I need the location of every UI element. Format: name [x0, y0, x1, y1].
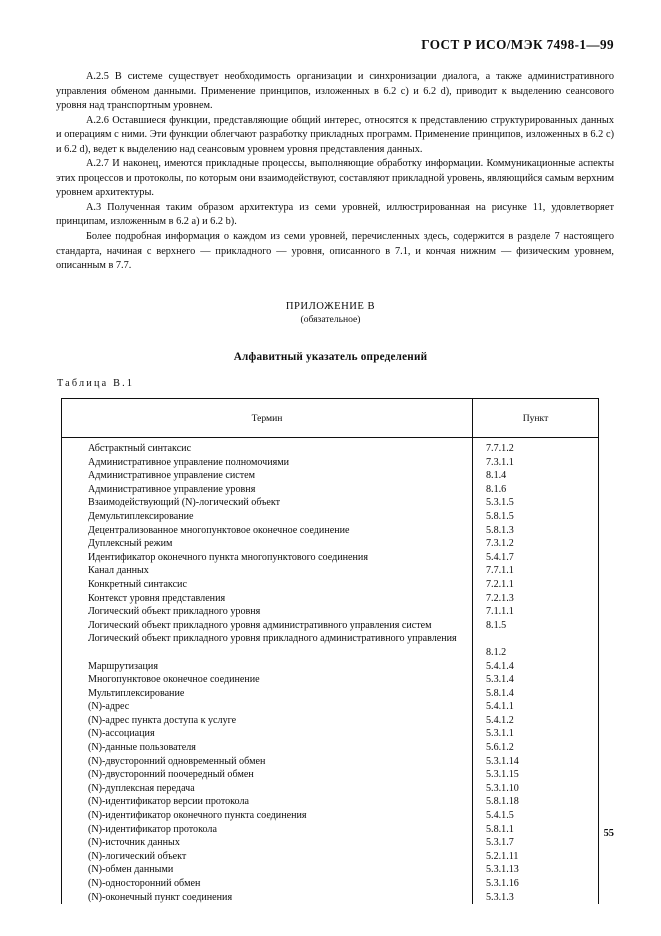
cell-term: (N)-двусторонний поочередный обмен [88, 769, 254, 781]
annex-heading-block [0, 300, 661, 326]
table-row [62, 741, 598, 755]
table-row [62, 660, 598, 674]
table-row [62, 564, 598, 578]
cell-clause: 5.3.1.16 [486, 878, 519, 889]
paragraph-more-info: Более подробная информация о каждом из семи уровней, перечисленных здесь, содержится в разделе 7 настоящего стандарта, начиная с верхнего — прикладного — уровня, описанного в 7.1, и кончая нижним — физическим уровнем, описанным в 7.7. [56, 231, 614, 272]
table-row [62, 782, 598, 796]
cell-clause: 8.1.4 [486, 470, 507, 482]
body-text-block [56, 70, 614, 274]
cell-term: Мультиплексирование [88, 687, 185, 699]
cell-clause: 5.8.1.5 [486, 510, 514, 522]
column-header-term: Термин [251, 412, 283, 424]
cell-clause: 7.2.1.3 [486, 592, 514, 604]
table-row [62, 714, 598, 728]
cell-term: Логический объект прикладного уровня [88, 606, 261, 618]
cell-clause: 7.1.1.1 [486, 606, 514, 618]
table-row [62, 795, 598, 809]
table-row [62, 673, 598, 687]
cell-clause: 8.1.2 [486, 646, 507, 658]
cell-clause: 5.4.1.5 [486, 810, 514, 822]
table-row [62, 877, 598, 891]
cell-clause: 5.4.1.7 [486, 551, 514, 563]
cell-clause: 5.3.1.1 [486, 728, 514, 740]
cell-clause: 5.3.1.5 [486, 497, 514, 509]
table-row [62, 632, 598, 659]
cell-clause: 5.3.1.7 [486, 837, 514, 849]
cell-clause: 7.3.1.2 [486, 538, 514, 550]
table-row [62, 700, 598, 714]
cell-term: Децентрализованное многопунктовое оконечное соединение [88, 524, 350, 536]
cell-term: (N)-дуплексная передача [88, 782, 195, 794]
index-section-title: Алфавитный указатель определений [233, 351, 428, 363]
table-row [62, 510, 598, 524]
cell-term: (N)-двусторонний одновременный обмен [88, 755, 266, 767]
cell-clause: 5.6.1.2 [486, 742, 514, 754]
cell-term: (N)-логический объект [88, 850, 187, 862]
table-row [62, 823, 598, 837]
cell-term: (N)-адрес пункта доступа к услуге [88, 714, 237, 726]
cell-clause: 5.3.1.4 [486, 674, 514, 686]
annex-subtitle: (обязательное) [300, 314, 361, 325]
cell-term: (N)-обмен данными [88, 864, 174, 876]
table-row [62, 755, 598, 769]
table-row [62, 592, 598, 606]
cell-term: Административное управление уровня [88, 483, 256, 495]
cell-term: Дуплексный режим [88, 538, 173, 550]
cell-clause: 5.3.1.10 [486, 782, 519, 794]
paragraph-a26: A.2.6 Оставшиеся функции, представляющие общий интерес, относятся к представлению структурированных данных и операциям с ними. Эти функции облегчают разработку прикладных программ. Применение принципов, изложенных в 6.2 c) и 6.2 d), ведет к выделению над сеансовым уровнем уровня представления данных. [56, 114, 614, 155]
cell-clause: 5.4.1.2 [486, 714, 514, 726]
table-row [62, 891, 598, 905]
definitions-index-table [61, 398, 599, 904]
table-row [62, 551, 598, 565]
table-row [62, 850, 598, 864]
cell-term: (N)-оконечный пункт соединения [88, 891, 233, 903]
cell-clause: 8.1.5 [486, 619, 507, 631]
cell-term: (N)-источник данных [88, 837, 180, 849]
cell-term: Идентификатор оконечного пункта многопунктового соединения [88, 551, 368, 563]
table-caption: Таблица В.1 [57, 378, 135, 389]
cell-term: Взаимодействующий (N)-логический объект [88, 497, 281, 509]
cell-term: Маршрутизация [88, 660, 158, 672]
table-row [62, 836, 598, 850]
column-header-clause: Пункт [522, 412, 549, 424]
running-head-standard-number: ГОСТ Р ИСО/МЭК 7498-1—99 [421, 37, 614, 52]
cell-clause: 5.8.1.18 [486, 796, 519, 808]
table-row [62, 442, 598, 456]
cell-clause: 5.8.1.4 [486, 687, 514, 699]
cell-term: (N)-идентификатор протокола [88, 823, 217, 835]
table-row [62, 809, 598, 823]
cell-term: (N)-идентификатор оконечного пункта соединения [88, 810, 307, 822]
cell-clause: 5.2.1.11 [486, 850, 519, 862]
cell-clause: 5.3.1.3 [486, 891, 514, 903]
cell-term: (N)-адрес [88, 701, 130, 713]
table-header-row [62, 399, 598, 438]
cell-term: Демультиплексирование [88, 510, 194, 522]
cell-term: (N)-односторонний обмен [88, 878, 201, 889]
table-row [62, 524, 598, 538]
cell-term: Контекст уровня представления [88, 592, 226, 604]
cell-clause: 5.3.1.14 [486, 755, 519, 767]
cell-clause: 7.3.1.1 [486, 456, 514, 468]
paragraph-a25: A.2.5 В системе существует необходимость организации и синхронизации диалога, а также административного управления обменом данными. Применение принципов, изложенных в 6.2 c) и 6.2 d), приводит к выделению сеансового уровня над транспортным уровнем. [56, 71, 614, 112]
cell-clause: 5.4.1.4 [486, 660, 514, 672]
paragraph-a27: A.2.7 И наконец, имеются прикладные процессы, выполняющие обработку информации. Коммуникационные аспекты этих процессов и протоколы, по которым они взаимодействуют, составляют прикладной уровень, являющийся самым верхним уровнем архитектуры. [56, 158, 614, 199]
cell-clause: 7.7.1.1 [486, 565, 514, 577]
table-row [62, 768, 598, 782]
cell-clause: 5.3.1.15 [486, 769, 519, 781]
cell-term: (N)-ассоциация [88, 728, 155, 740]
table-row [62, 727, 598, 741]
table-row [62, 469, 598, 483]
table-body [62, 438, 598, 904]
table-row [62, 687, 598, 701]
cell-term: (N)-данные пользователя [88, 742, 196, 754]
cell-clause: 8.1.6 [486, 483, 507, 495]
cell-clause: 7.2.1.1 [486, 578, 514, 590]
table-row [62, 537, 598, 551]
table-row [62, 619, 598, 633]
table-row [62, 863, 598, 877]
table-row [62, 605, 598, 619]
cell-term: (N)-идентификатор версии протокола [88, 796, 249, 808]
cell-term: Конкретный синтаксис [88, 578, 187, 590]
table-row [62, 496, 598, 510]
cell-term: Логический объект прикладного уровня административного управления систем [88, 619, 432, 631]
cell-term: Логический объект прикладного уровня прикладного административного управления [88, 633, 457, 645]
annex-title: ПРИЛОЖЕНИЕ В [285, 301, 376, 312]
cell-clause: 5.8.1.3 [486, 524, 514, 536]
table-row [62, 456, 598, 470]
table-row [62, 578, 598, 592]
cell-clause: 5.8.1.1 [486, 823, 514, 835]
cell-clause: 5.4.1.1 [486, 701, 514, 713]
page-number: 55 [603, 828, 614, 839]
cell-term: Административное управление полномочиями [88, 456, 290, 468]
paragraph-a3: A.3 Полученная таким образом архитектура из семи уровней, иллюстрированная на рисунке 11, удовлетворяет принципам, изложенным в 6.2 a) и 6.2 b). [56, 201, 614, 228]
cell-term: Административное управление систем [88, 470, 256, 482]
table-row [62, 483, 598, 497]
cell-term: Абстрактный синтаксис [88, 443, 192, 454]
cell-term: Канал данных [88, 565, 149, 577]
cell-clause: 7.7.1.2 [486, 443, 514, 454]
cell-term: Многопунктовое оконечное соединение [88, 674, 260, 686]
cell-clause: 5.3.1.13 [486, 864, 519, 876]
